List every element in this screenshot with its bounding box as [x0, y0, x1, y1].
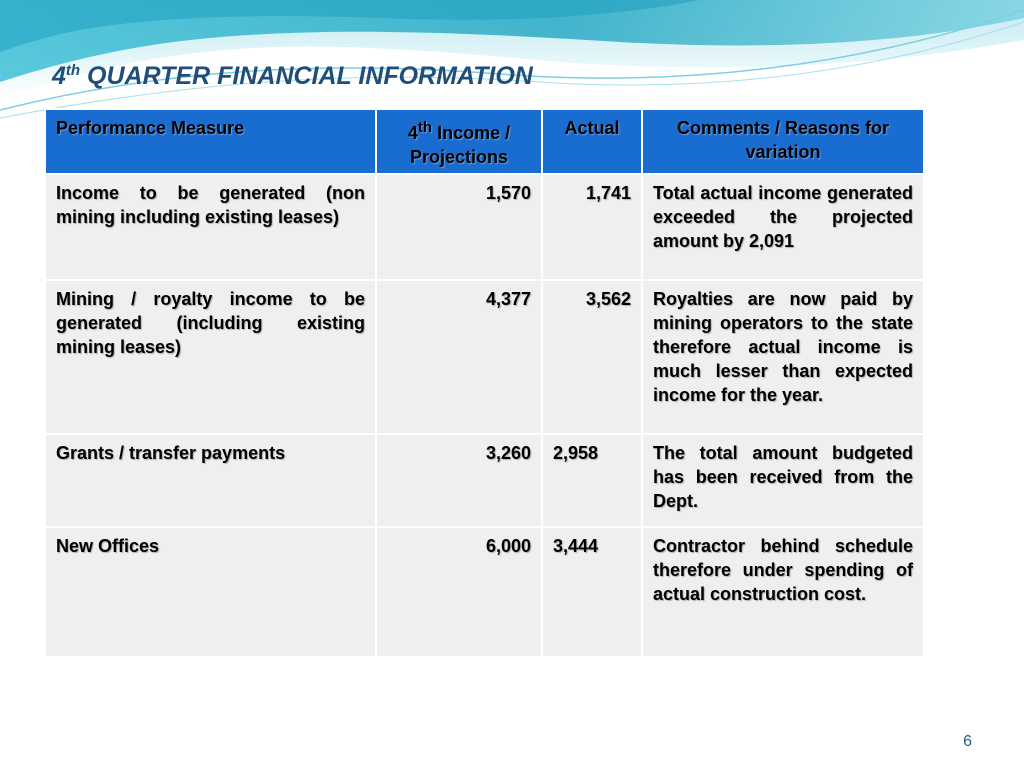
cell-measure: New Offices: [45, 527, 376, 657]
cell-comment: The total amount budgeted has been received from the Dept.: [642, 434, 924, 527]
cell-comment: Contractor behind schedule therefore under spending of actual construction cost.: [642, 527, 924, 657]
cell-actual: 2,958: [542, 434, 642, 527]
header-actual: Actual: [542, 109, 642, 174]
table-row: [45, 434, 924, 527]
cell-projection: 3,260: [376, 434, 542, 527]
cell-projection: 1,570: [376, 174, 542, 280]
cell-comment: Royalties are now paid by mining operators to the state therefore actual income is much lesser than expected income for the year.: [642, 280, 924, 434]
table-row: [45, 174, 924, 280]
cell-measure: Grants / transfer payments: [45, 434, 376, 527]
title-superscript: th: [65, 62, 81, 79]
table-row: [45, 280, 924, 434]
header-projections-sup: th: [417, 119, 433, 136]
title-text: QUARTER FINANCIAL INFORMATION: [80, 62, 533, 90]
header-projections-label: Income / Projections: [409, 123, 511, 167]
cell-actual: 3,562: [542, 280, 642, 434]
cell-comment: Total actual income generated exceeded the projected amount by 2,091: [642, 174, 924, 280]
cell-actual: 1,741: [542, 174, 642, 280]
header-projections-ordinal: 4: [407, 123, 418, 143]
header-projections: [376, 109, 542, 174]
header-performance-measure: Performance Measure: [45, 109, 376, 174]
cell-actual: 3,444: [542, 527, 642, 657]
cell-measure: Income to be generated (non mining including existing leases): [45, 174, 376, 280]
cell-projection: 6,000: [376, 527, 542, 657]
page-number: 6: [963, 733, 972, 750]
financial-info-table: [44, 108, 925, 658]
cell-projection: 4,377: [376, 280, 542, 434]
header-comments: Comments / Reasons for variation: [642, 109, 924, 174]
cell-measure: Mining / royalty income to be generated (including existing mining leases): [45, 280, 376, 434]
page-title: [52, 62, 533, 91]
table-header-row: [45, 109, 924, 174]
table-row: [45, 527, 924, 657]
title-ordinal: 4: [52, 62, 66, 90]
